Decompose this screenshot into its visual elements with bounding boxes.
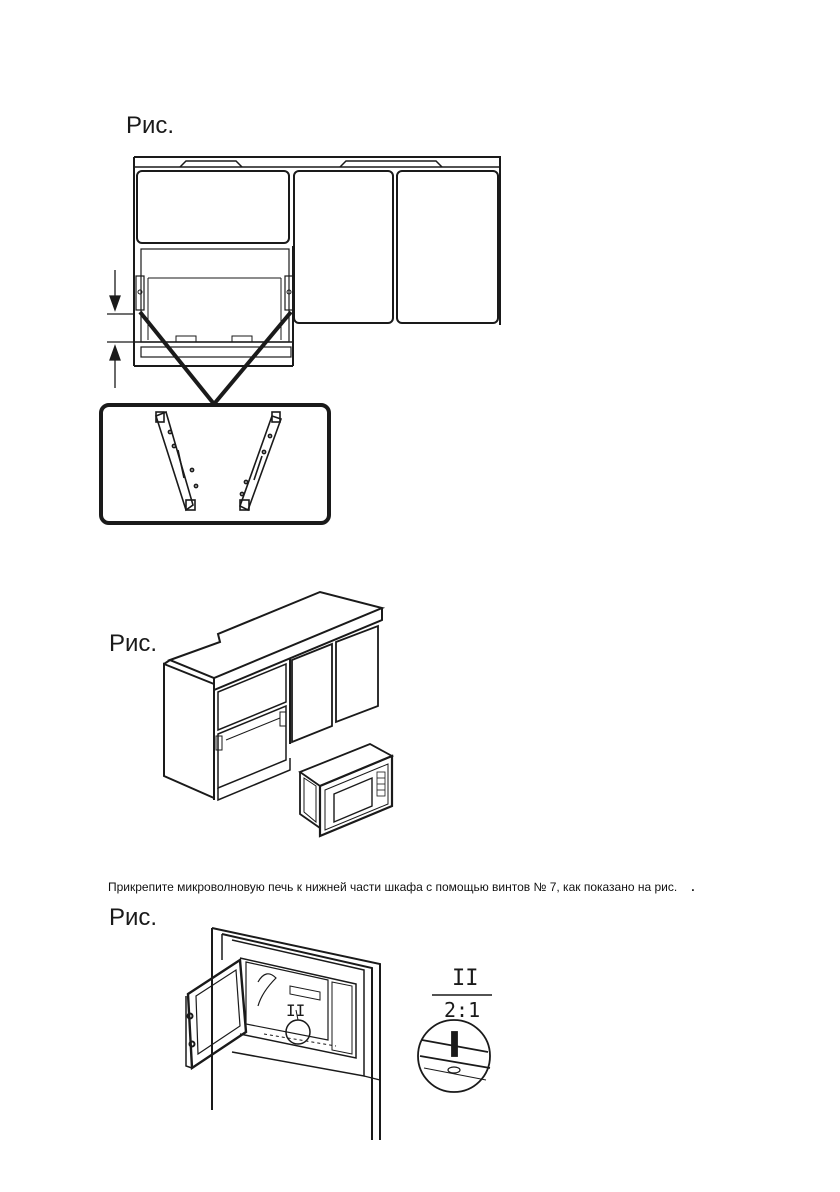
detail-callout-label: II	[286, 1001, 306, 1020]
detail-scale-label: 2:1	[444, 998, 481, 1022]
detail-view-title: II	[452, 966, 479, 991]
figure-1-label: Рис.	[126, 112, 175, 139]
figure-2-label: Рис.	[109, 630, 158, 657]
instruction-end-mark: .	[691, 880, 695, 894]
instruction-sentence: Прикрепите микроволновую печь к нижней части шкафа с помощью винтов № 7, как показано на рис.	[108, 880, 678, 894]
figure-3-label: Рис.	[109, 904, 158, 931]
detail-ii-view	[418, 1020, 490, 1092]
